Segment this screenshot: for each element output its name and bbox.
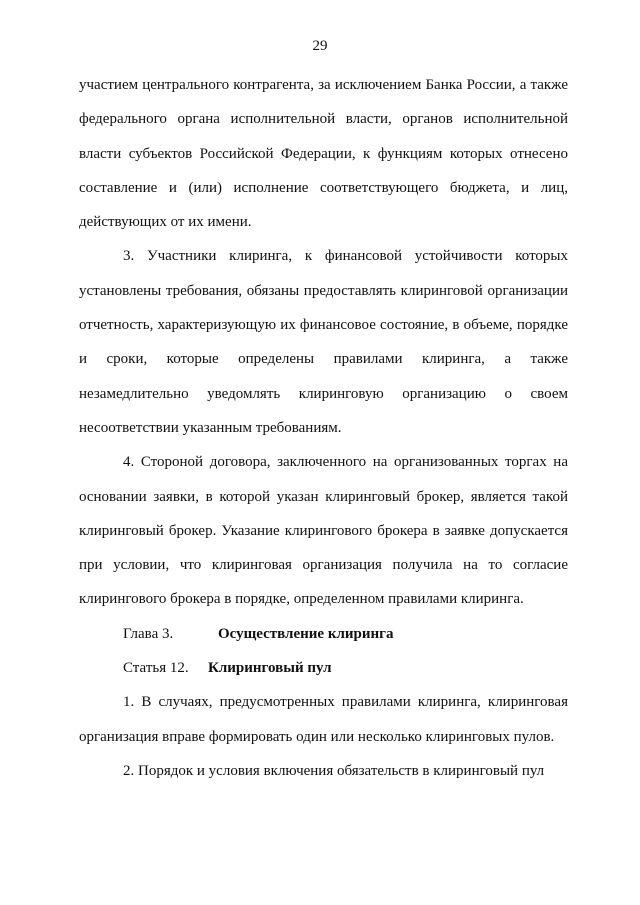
article-label: Статья 12.	[123, 660, 189, 677]
article-paragraph-1: 1. В случаях, предусмотренных правилами клиринга, клиринговая организация вправе формировать один или несколько клиринговых пулов.	[79, 694, 568, 745]
chapter-label: Глава 3.	[123, 625, 174, 642]
article-title: Клиринговый пул	[208, 660, 332, 677]
paragraph-item-4: 4. Стороной договора, заключенного на организованных торгах на основании заявки, в которой указан клиринговый брокер, является такой клиринговый брокер. Указание клирингового брокера в заявке допускается при условии, что клиринговая организация получила на то согласие клирингового брокера в порядке, определенном правилами клиринга.	[79, 454, 568, 608]
paragraph-item-3: 3. Участники клиринга, к финансовой устойчивости которых установлены требования, обязаны предоставлять клиринговой организации отчетность, характеризующую их финансовое состояние, в объеме, порядке и сроки, которые определены правилами клиринга, а также незамедлительно уведомлять клиринговую организацию о своем несоответствии указанным требованиям.	[79, 248, 568, 436]
chapter-heading	[79, 617, 568, 651]
chapter-title: Осуществление клиринга	[218, 625, 394, 642]
article-paragraph-2: 2. Порядок и условия включения обязательств в клиринговый пул	[123, 762, 545, 779]
document-body	[79, 68, 568, 788]
page-number: 29	[312, 38, 328, 54]
paragraph-continuation: участием центрального контрагента, за исключением Банка России, а также федерального органа исполнительной власти, органов исполнительной власти субъектов Российской Федерации, к функциям которых отнесено составление и (или) исполнение соответствующего бюджета, и лиц, действующих от их имени.	[79, 77, 568, 231]
article-heading	[79, 651, 568, 685]
